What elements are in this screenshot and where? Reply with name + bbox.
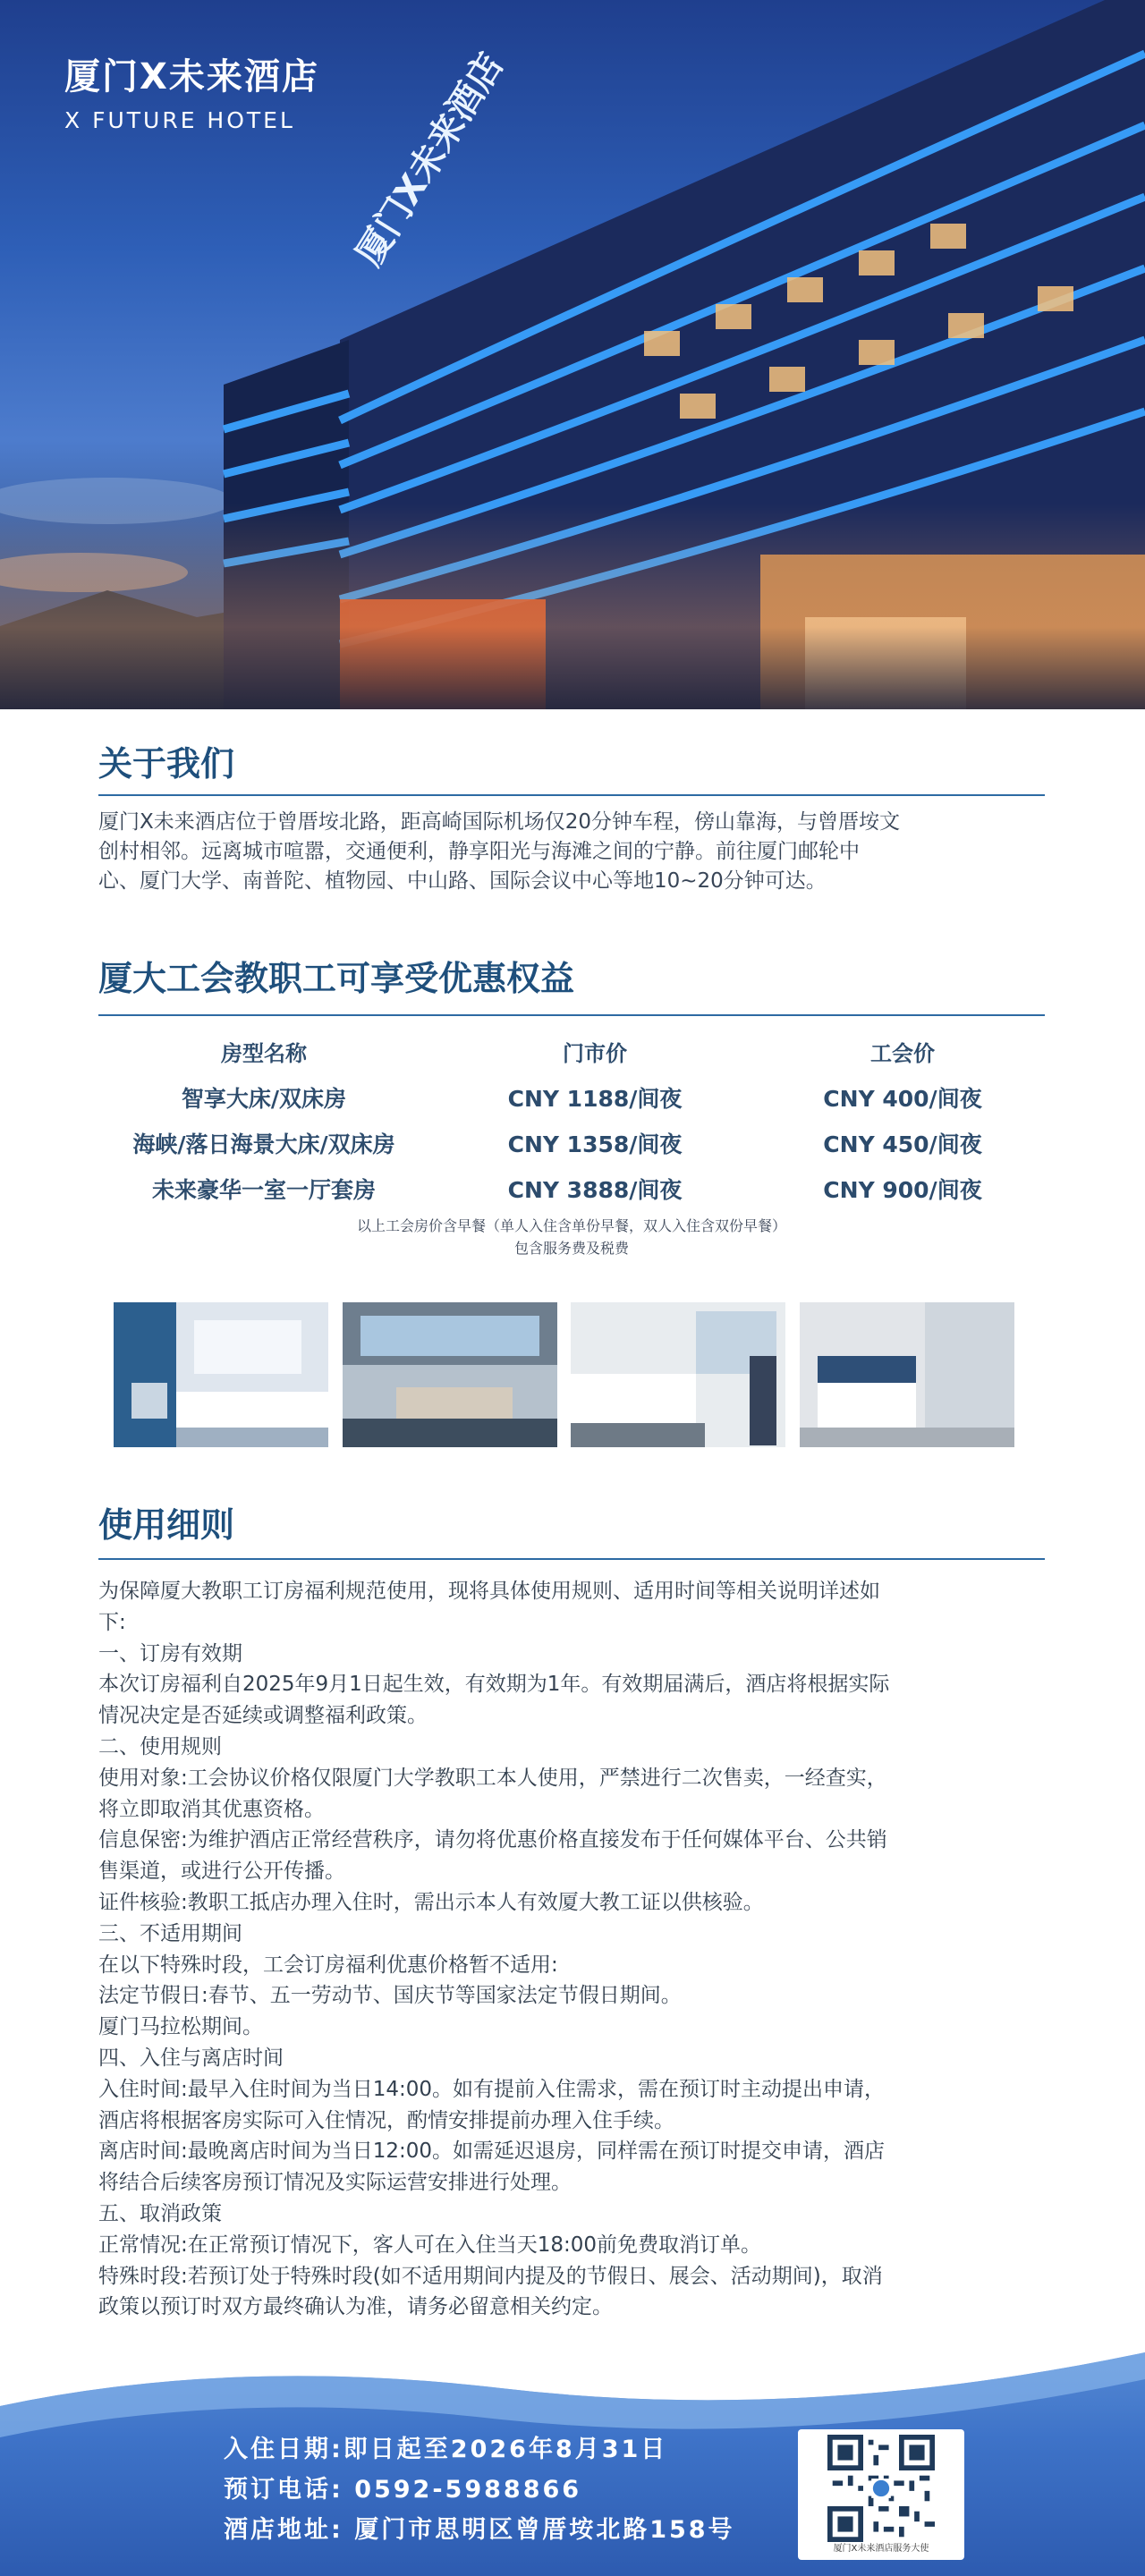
room-type: 智享大床/双床房 bbox=[181, 1085, 347, 1112]
tax-note: 包含服务费及税费 bbox=[513, 1240, 629, 1257]
brand-name-cn: 厦门X未来酒店 bbox=[64, 56, 319, 97]
rules-line: 入住时间:最早入住时间为当日14:00。如有提前入住需求，需在预订时主动提出申请， bbox=[98, 2077, 886, 2101]
rules-heading: 三、不适用期间 bbox=[98, 1921, 242, 1945]
price-table bbox=[98, 1029, 1045, 1211]
about-text bbox=[98, 808, 1047, 896]
header-rack-rate: 门市价 bbox=[563, 1041, 627, 1066]
rack-rate: CNY 3888/间夜 bbox=[507, 1176, 683, 1203]
rack-rate: CNY 1358/间夜 bbox=[507, 1131, 683, 1157]
hotel-address: 酒店地址: 厦门市思明区曾厝垵北路158号 bbox=[224, 2516, 735, 2544]
room-photo-suite bbox=[343, 1302, 557, 1447]
rules-line: 特殊时段:若预订处于特殊时段(如不适用期间内提及的节假日、展会、活动期间)，取消 bbox=[98, 2264, 883, 2288]
header-union-rate: 工会价 bbox=[870, 1041, 935, 1066]
room-photo-king bbox=[571, 1302, 785, 1447]
facade-sign-text: 厦门X未来酒店 bbox=[348, 46, 513, 274]
price-table-header bbox=[98, 1029, 1045, 1074]
breakfast-note: 以上工会房价含早餐（单人入住含单份早餐，双人入住含双份早餐） bbox=[356, 1217, 786, 1234]
brand-logo bbox=[64, 55, 319, 138]
checkin-date: 入住日期:即日起至2026年8月31日 bbox=[224, 2436, 668, 2463]
union-rate: CNY 900/间夜 bbox=[823, 1176, 982, 1203]
rules-line: 证件核验:教职工抵店办理入住时，需出示本人有效厦大教工证以供核验。 bbox=[98, 1890, 764, 1914]
qr-code-card[interactable] bbox=[798, 2429, 964, 2560]
rules-line: 法定节假日:春节、五一劳动节、国庆节等国家法定节假日期间。 bbox=[98, 1984, 682, 2008]
rules-line: 在以下特殊时段，工会订房福利优惠价格暂不适用: bbox=[98, 1953, 558, 1977]
about-line: 厦门X未来酒店位于曾厝垵北路，距高崎国际机场仅20分钟车程，傍山靠海，与曾厝垵文 bbox=[98, 810, 901, 834]
room-type: 海峡/落日海景大床/双床房 bbox=[132, 1131, 395, 1157]
rules-line: 政策以预订时双方最终确认为准，请务必留意相关约定。 bbox=[98, 2295, 613, 2319]
table-row bbox=[98, 1165, 1045, 1211]
rules-line: 厦门马拉松期间。 bbox=[98, 2015, 263, 2039]
about-divider bbox=[98, 794, 1045, 796]
rules-line: 本次订房福利自2025年9月1日起生效，有效期为1年。有效期届满后，酒店将根据实际 bbox=[98, 1673, 890, 1697]
table-row bbox=[98, 1074, 1045, 1120]
rack-rate: CNY 1188/间夜 bbox=[507, 1085, 683, 1112]
rules-line: 信息保密:为维护酒店正常经营秩序，请勿将优惠价格直接发布于任何媒体平台、公共销 bbox=[98, 1828, 887, 1852]
benefits-divider bbox=[98, 1014, 1045, 1016]
table-row bbox=[98, 1120, 1045, 1165]
rules-heading: 四、入住与离店时间 bbox=[98, 2046, 284, 2070]
header-room-type: 房型名称 bbox=[221, 1041, 307, 1066]
qr-caption: 厦门X未来酒店服务大使 bbox=[833, 2544, 929, 2554]
union-rate: CNY 400/间夜 bbox=[823, 1085, 982, 1112]
brand-name-en: X FUTURE HOTEL bbox=[64, 107, 295, 133]
rules-line: 为保障厦大教职工订房福利规范使用，现将具体使用规则、适用时间等相关说明详述如 bbox=[98, 1580, 880, 1603]
hero-banner bbox=[0, 0, 1145, 709]
benefits-title: 厦大工会教职工可享受优惠权益 bbox=[98, 959, 575, 998]
about-line: 心、厦门大学、南普陀、植物园、中山路、国际会议中心等地10~20分钟可达。 bbox=[98, 869, 827, 893]
rules-text bbox=[98, 1576, 1047, 2354]
room-type: 未来豪华一室一厅套房 bbox=[151, 1176, 376, 1203]
rules-line: 下: bbox=[98, 1610, 126, 1634]
rules-line: 正常情况:在正常预订情况下，客人可在入住当天18:00前免费取消订单。 bbox=[98, 2233, 762, 2257]
rules-heading: 二、使用规则 bbox=[98, 1734, 222, 1758]
room-photo-deluxe bbox=[800, 1302, 1014, 1447]
qr-code-icon bbox=[827, 2435, 935, 2542]
rules-heading: 一、订房有效期 bbox=[98, 1641, 242, 1665]
booking-phone[interactable]: 预订电话: 0592-5988866 bbox=[224, 2476, 582, 2504]
rules-line: 酒店将根据客房实际可入住情况，酌情安排提前办理入住手续。 bbox=[98, 2108, 674, 2132]
rules-heading: 五、取消政策 bbox=[98, 2201, 222, 2225]
rules-title: 使用细则 bbox=[98, 1505, 235, 1545]
rules-line: 离店时间:最晚离店时间为当日12:00。如需延迟退房，同样需在预订时提交申请，酒店 bbox=[98, 2140, 886, 2164]
room-photo-twin bbox=[114, 1302, 328, 1447]
rules-line: 售渠道，或进行公开传播。 bbox=[98, 1860, 345, 1884]
rules-line: 使用对象:工会协议价格仅限厦门大学教职工本人使用，严禁进行二次售卖，一经查实， bbox=[98, 1766, 887, 1790]
rules-line: 将结合后续客房预订情况及实际运营安排进行处理。 bbox=[98, 2171, 572, 2195]
rules-line: 将立即取消其优惠资格。 bbox=[98, 1797, 325, 1821]
about-title: 关于我们 bbox=[98, 744, 235, 784]
rules-divider bbox=[98, 1558, 1045, 1560]
hero-glow bbox=[0, 504, 1145, 709]
rules-line: 情况决定是否延续或调整福利政策。 bbox=[98, 1704, 428, 1728]
about-line: 创村相邻。远离城市喧嚣，交通便利，静享阳光与海滩之间的宁静。前往厦门邮轮中 bbox=[98, 840, 860, 863]
union-rate: CNY 450/间夜 bbox=[823, 1131, 982, 1157]
